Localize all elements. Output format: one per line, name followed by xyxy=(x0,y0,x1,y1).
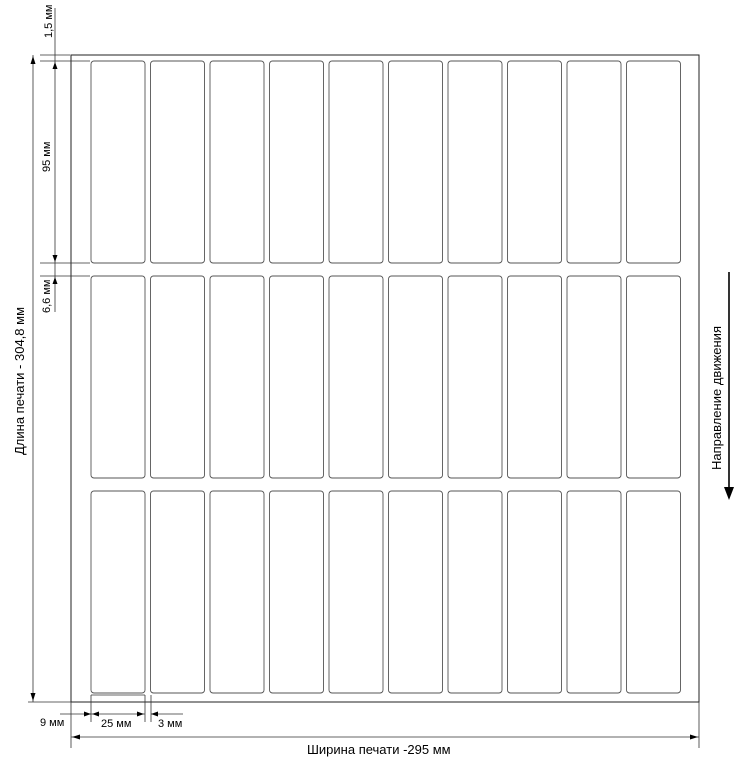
label-cell xyxy=(567,61,621,263)
label-cell xyxy=(389,61,443,263)
label-cell xyxy=(270,61,324,263)
label-cell xyxy=(448,491,502,693)
label-cell xyxy=(448,61,502,263)
label-cell xyxy=(329,61,383,263)
label-grid xyxy=(91,61,681,693)
label-cell xyxy=(210,491,264,693)
col-gap-arrow xyxy=(151,712,158,717)
label-cell xyxy=(91,491,145,693)
label-cell xyxy=(389,491,443,693)
label-cell xyxy=(329,276,383,478)
length-arrow-down xyxy=(31,693,36,701)
col-gap-dimension-text: 3 мм xyxy=(158,718,183,730)
label-cell xyxy=(91,276,145,478)
row-gap-dimension-text: 6,6 мм xyxy=(41,279,53,313)
width-arrow-right xyxy=(690,735,698,740)
left-margin-dimension-text: 9 мм xyxy=(40,717,65,729)
label-cell xyxy=(151,276,205,478)
label-height-dimension-text: 95 мм xyxy=(41,141,53,172)
label-cell xyxy=(448,276,502,478)
label-cell xyxy=(210,276,264,478)
label-cell xyxy=(329,491,383,693)
label-cell xyxy=(389,276,443,478)
label-cell xyxy=(508,61,562,263)
label-cell xyxy=(627,61,681,263)
label-width-arrow-right xyxy=(137,712,144,717)
motion-direction-text: Направление движения xyxy=(709,326,724,470)
label-cell xyxy=(627,491,681,693)
label-width-arrow-left xyxy=(92,712,99,717)
label-height-arrow-up xyxy=(53,62,58,69)
print-length-title: Длина печати - 304,8 мм xyxy=(12,306,27,455)
top-gap-dimension-text: 1,5 мм xyxy=(43,4,55,38)
label-height-arrow-down xyxy=(53,255,58,262)
label-cell xyxy=(151,61,205,263)
label-cell xyxy=(508,491,562,693)
label-cell xyxy=(270,491,324,693)
label-cell xyxy=(270,276,324,478)
label-cell xyxy=(210,61,264,263)
label-cell xyxy=(567,276,621,478)
print-width-title: Ширина печати -295 мм xyxy=(307,742,451,757)
label-cell xyxy=(627,276,681,478)
label-width-dimension-text: 25 мм xyxy=(101,718,132,730)
length-arrow-up xyxy=(31,56,36,64)
label-cell xyxy=(567,491,621,693)
width-arrow-left xyxy=(72,735,80,740)
row-gap-arrow xyxy=(53,277,58,284)
left-margin-arrow xyxy=(84,712,91,717)
label-cell xyxy=(91,61,145,263)
label-cell xyxy=(508,276,562,478)
label-cell xyxy=(151,491,205,693)
motion-direction-arrow-icon xyxy=(724,487,734,500)
